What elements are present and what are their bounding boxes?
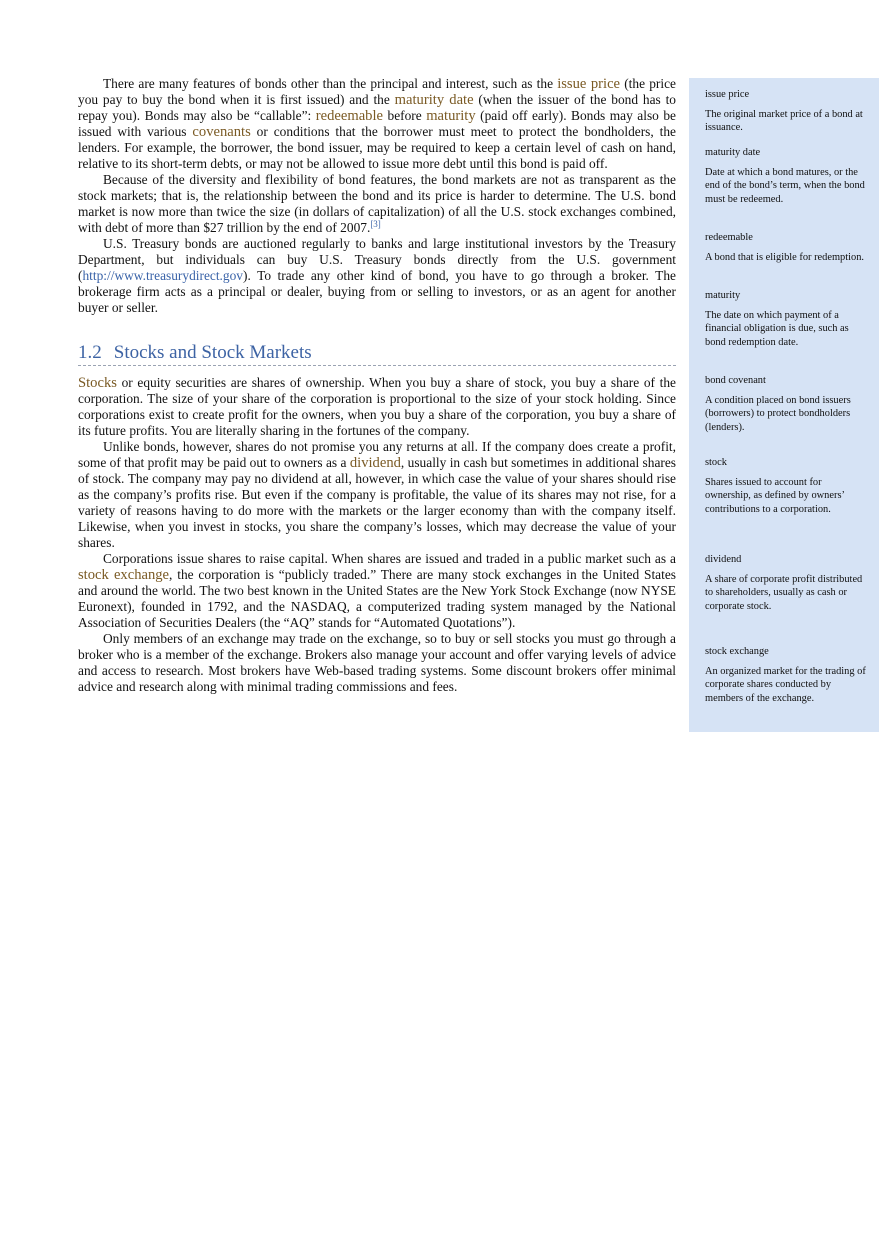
glossary-definition: An organized market for the trading of corporate shares conducted by members of the exchange. (705, 665, 866, 704)
glossary-entry-issue-price (705, 88, 869, 146)
term-issue-price: issue price (557, 76, 621, 92)
glossary-term: issue price (705, 89, 750, 100)
treasurydirect-link[interactable]: http://www.treasurydirect.gov (82, 268, 243, 283)
glossary-term: maturity (705, 290, 741, 301)
main-text-column (78, 76, 676, 695)
glossary-entry-stock-exchange (705, 645, 869, 705)
term-dividend: dividend (349, 455, 401, 471)
glossary-definition: Shares issued to account for ownership, as defined by owners’ contributions to a corporation. (705, 476, 845, 515)
paragraph-stock-exchanges: Corporations issue shares to raise capital. When shares are issued and traded in a public market such as a stock exchange, the corporation is “publicly traded.” There are many stock exchanges in the United States and around the world. The two best known in the United States are the New York Stock Exchange (now NYSE Euronext), founded in 1792, and the NASDAQ, a computerized trading system managed by the National Association of Securities Dealers (the “AQ” stands for “Automated Quotations”). (78, 551, 676, 630)
glossary-term: dividend (705, 554, 742, 565)
glossary-definition: Date at which a bond matures, or the end of the bond’s term, when the bond must be redeemed. (705, 166, 865, 205)
paragraph-bond-markets: Because of the diversity and flexibility of bond features, the bond markets are not as transparent as the stock markets; that is, the relationship between the bond and its price is harder to determine. The U.S. bond market is now more than twice the size (in dollars of capitalization) of all the U.S. stock exchanges combined, with debt of more than $27 trillion by the end of 2007.[3] (78, 172, 676, 235)
glossary-definition: A condition placed on bond issuers (borrowers) to protect bondholders (lenders). (705, 394, 851, 433)
paragraph-dividends: Unlike bonds, however, shares do not promise you any returns at all. If the company does create a profit, some of that profit may be paid out to owners as a dividend, usually in cash but sometimes in additional shares of stock. The company may pay no dividend at all, however, in which case the value of your shares should rise as the company’s profits rise. But even if the company is profitable, the value of its shares may not rise, for a variety of reasons having to do more with the markets or the larger economy than with the company itself. Likewise, when you invest in stocks, you share the company’s losses, which may decrease the value of your shares. (78, 439, 677, 550)
glossary-entry-dividend (705, 553, 869, 645)
term-maturity: maturity (426, 108, 476, 124)
section-title: Stocks and Stock Markets (113, 342, 312, 363)
glossary-definition: The date on which payment of a financial obligation is due, such as bond redemption date. (705, 309, 849, 348)
section-heading (78, 342, 676, 366)
glossary-definition: A bond that is eligible for redemption. (705, 251, 865, 263)
term-covenants: covenants (192, 124, 251, 140)
glossary-term: bond covenant (705, 375, 766, 386)
glossary-term: stock (705, 457, 727, 468)
glossary-entry-maturity (705, 289, 869, 374)
glossary-sidebar (689, 78, 879, 732)
section-number: 1.2 (78, 342, 102, 363)
term-redeemable: redeemable (315, 108, 384, 124)
term-stocks: Stocks (78, 375, 117, 391)
glossary-definition: The original market price of a bond at issuance. (705, 108, 863, 134)
glossary-term: redeemable (705, 232, 753, 243)
paragraph-brokers: Only members of an exchange may trade on the exchange, so to buy or sell stocks you must go through a broker who is a member of the exchange. Brokers also manage your account and offer varying levels of advice and access to research. Most brokers have Web-based trading systems. Some discount brokers offer minimal advice and research along with minimal trading commissions and fees. (78, 631, 676, 694)
glossary-term: maturity date (705, 147, 761, 158)
paragraph-stocks: Stocks or equity securities are shares of ownership. When you buy a share of stock, you buy a share of the corporation. The size of your share of the corporation is proportional to the size of your stock holding. Since corporations exist to create profit for the owners, when you buy a share of the corporation, you buy a share of its future profits. You are literally sharing in the fortunes of the company. (78, 375, 676, 438)
glossary-definition: A share of corporate profit distributed to shareholders, usually as cash or corporate stock. (705, 573, 863, 612)
paragraph-treasury-bonds: U.S. Treasury bonds are auctioned regularly to banks and large institutional investors by the Treasury Department, but individuals can buy U.S. Treasury bonds directly from the U.S. government (http://www.treasurydirect.gov). To trade any other kind of bond, you have to go through a broker. The brokerage firm acts as a principal or dealer, buying from or selling to investors, or as an agent for another buyer or seller. (78, 236, 676, 315)
glossary-entry-redeemable (705, 231, 869, 289)
glossary-entry-bond-covenant (705, 374, 869, 456)
term-maturity-date: maturity date (394, 92, 474, 108)
glossary-entry-maturity-date (705, 146, 869, 231)
glossary-term: stock exchange (705, 646, 769, 657)
footnote-ref[interactable]: [3] (370, 219, 381, 229)
glossary-entry-stock (705, 456, 869, 553)
paragraph-bond-features: There are many features of bonds other than the principal and interest, such as the issue price (the price you pay to buy the bond when it is first issued) and the maturity date (when the issuer of the bond has to repay you). Bonds may also be “callable”: redeemable before maturity (paid off early). Bonds may also be issued with various covenants or conditions that the borrower must meet to protect the bondholders, the lenders. For example, the borrower, the bond issuer, may be required to keep a certain level of cash on hand, relative to its short-term debts, or may not be allowed to issue more debt until this bond is paid off. (78, 76, 677, 171)
term-stock-exchange: stock exchange (78, 567, 170, 583)
